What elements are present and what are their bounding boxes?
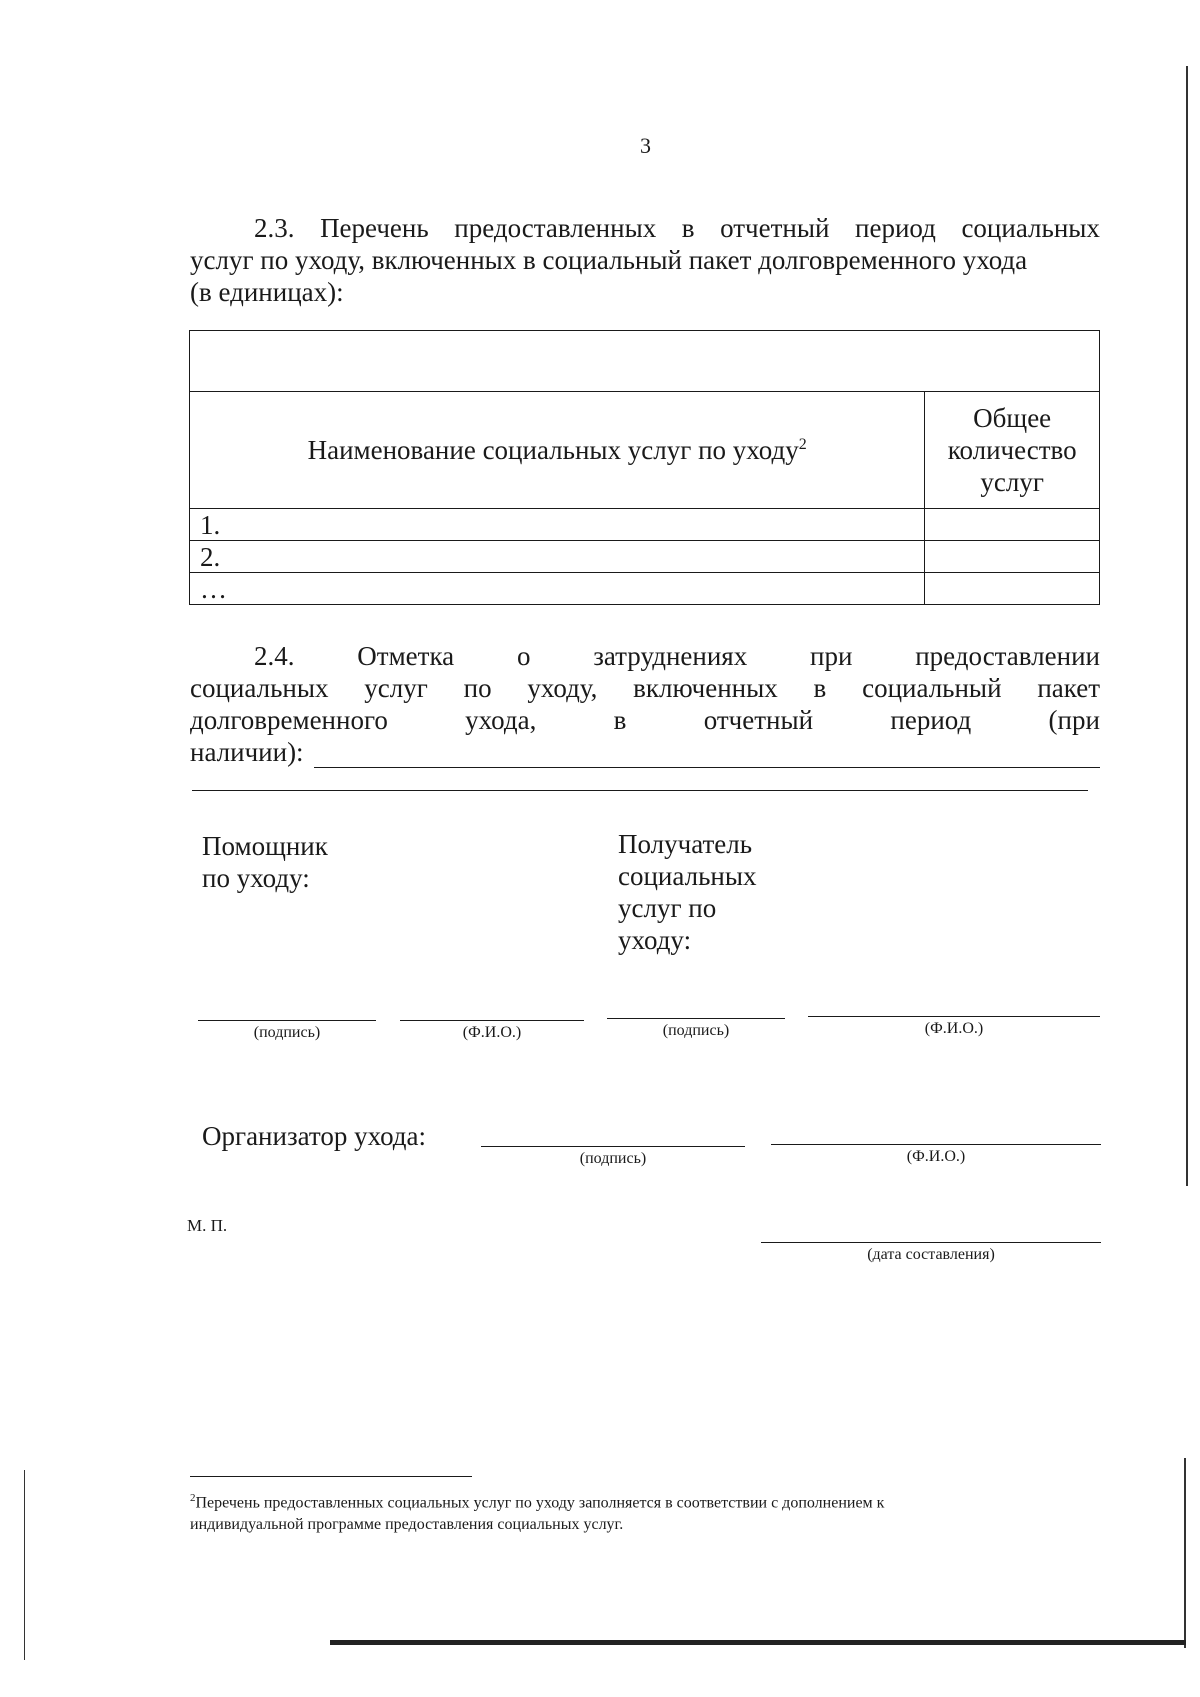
organizer-label: Организатор ухода:	[202, 1121, 427, 1151]
row-number-cell[interactable]: 1.	[190, 509, 925, 541]
recipient-fio-caption: (Ф.И.О.)	[924, 1020, 984, 1037]
table-row	[190, 573, 1100, 605]
word: по	[463, 673, 492, 703]
word: о	[516, 641, 531, 671]
word: в	[681, 213, 695, 243]
word: долговременного	[190, 705, 388, 735]
header-count-line: количество	[947, 435, 1077, 465]
section-2-3-line-1	[190, 212, 1100, 244]
stamp-place: М. П.	[187, 1216, 228, 1235]
scan-edge-line	[24, 1470, 25, 1660]
section-number: 2.4.	[254, 641, 295, 671]
row-count-cell[interactable]	[925, 573, 1100, 605]
footnote-line	[190, 1487, 1070, 1514]
difficulties-input-line[interactable]	[314, 743, 1100, 768]
word: при	[810, 641, 853, 671]
label-line: Помощник	[202, 831, 328, 861]
header-service-name-text: Наименование социальных услуг по уходу	[307, 434, 799, 465]
word: предоставленных	[454, 213, 657, 243]
word: ухода,	[465, 705, 537, 735]
row-count-cell[interactable]	[925, 509, 1100, 541]
footnote	[190, 1487, 1070, 1536]
organizer-fio-field[interactable]	[771, 1144, 1101, 1145]
section-2-4-paragraph	[190, 640, 1100, 768]
word: социальных	[190, 673, 329, 703]
word: предоставлении	[915, 641, 1100, 671]
header-total-count	[925, 392, 1100, 509]
section-2-3-line-3: (в единицах):	[190, 277, 344, 307]
section-2-4-line-4	[190, 736, 1100, 768]
word: наличии):	[190, 737, 304, 767]
scan-edge-line	[1184, 1458, 1186, 1648]
section-2-3-paragraph	[190, 212, 1100, 308]
word: затруднениях	[593, 641, 748, 671]
organizer-fio-caption: (Ф.И.О.)	[906, 1148, 966, 1165]
word: Перечень	[320, 213, 429, 243]
word: период	[855, 213, 936, 243]
word: в	[813, 673, 827, 703]
recipient-signature-field[interactable]	[607, 1018, 785, 1019]
table-title-row	[190, 331, 1100, 392]
recipient-label	[618, 828, 756, 956]
recipient-signature-caption: (подпись)	[662, 1022, 730, 1039]
assistant-fio-field[interactable]	[400, 1020, 584, 1021]
section-2-4-line-1	[190, 640, 1100, 672]
assistant-signature-caption: (подпись)	[253, 1024, 321, 1041]
services-table	[189, 330, 1100, 605]
row-number-cell[interactable]: …	[190, 573, 925, 605]
footnote-text: Перечень предоставленных социальных услуг по уходу заполняется в соответствии с дополнением к	[195, 1494, 885, 1512]
label-line: социальных	[618, 861, 757, 891]
table-row	[190, 541, 1100, 573]
page-number: 3	[640, 133, 651, 158]
word: (при	[1048, 705, 1100, 735]
word: включенных	[633, 673, 778, 703]
label-line: Получатель	[618, 829, 753, 859]
date-caption: (дата составления)	[867, 1246, 995, 1263]
word: уходу,	[527, 673, 598, 703]
label-line: услуг по	[618, 893, 717, 923]
word: период	[890, 705, 972, 735]
difficulties-input-line-2[interactable]	[192, 790, 1088, 791]
label-line: уходу:	[618, 925, 692, 955]
section-2-4-line-2	[190, 672, 1100, 704]
label-line: по уходу:	[202, 863, 310, 893]
table-header-row	[190, 392, 1100, 509]
assistant-signature-field[interactable]	[198, 1020, 376, 1021]
scan-edge-line	[1186, 66, 1188, 1186]
section-2-3-line-2: услуг по уходу, включенных в социальный пакет долговременного ухода	[190, 245, 1028, 275]
word: социальных	[961, 213, 1100, 243]
table-title-cell[interactable]	[190, 331, 1100, 392]
word: Отметка	[357, 641, 455, 671]
word: отчетный	[720, 213, 830, 243]
organizer-signature-caption: (подпись)	[579, 1150, 647, 1167]
word: отчетный	[703, 705, 814, 735]
row-number-cell[interactable]: 2.	[190, 541, 925, 573]
word: в	[613, 705, 627, 735]
word: пакет	[1037, 673, 1100, 703]
section-2-4-line-3	[190, 704, 1100, 736]
section-number: 2.3.	[254, 213, 295, 243]
footnote-divider	[190, 1476, 472, 1477]
footnote-ref: 2	[798, 435, 807, 453]
table-row	[190, 509, 1100, 541]
assistant-label	[202, 830, 328, 894]
row-count-cell[interactable]	[925, 541, 1100, 573]
header-count-line: Общее	[973, 403, 1052, 433]
assistant-fio-caption: (Ф.И.О.)	[462, 1024, 522, 1041]
recipient-fio-field[interactable]	[808, 1016, 1100, 1017]
footnote-marker: 2	[190, 1492, 196, 1504]
footnote-text: индивидуальной программе предоставления социальных услуг.	[190, 1516, 624, 1534]
date-field[interactable]	[761, 1242, 1101, 1243]
header-service-name	[190, 392, 925, 509]
word: социальный	[862, 673, 1002, 703]
organizer-signature-field[interactable]	[481, 1146, 745, 1147]
word: услуг	[364, 673, 428, 703]
header-count-line: услуг	[980, 467, 1044, 497]
scan-bottom-bar	[330, 1640, 1186, 1645]
